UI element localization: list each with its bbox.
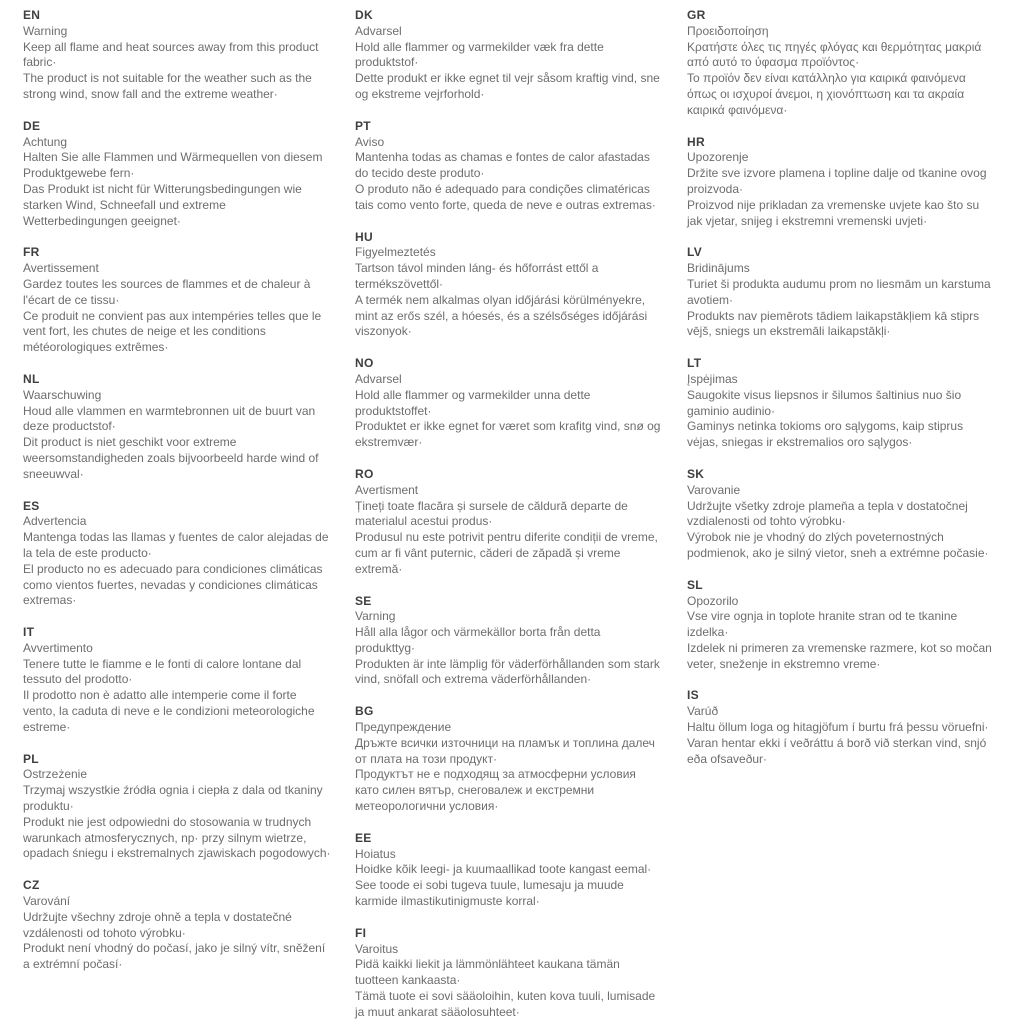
warning-title: Avvertimento (23, 640, 93, 655)
warning-text: Produkt není vhodný do počasí, jako je silný vítr, sněžení a extrémní počasí· (23, 941, 326, 972)
language-block-pl (23, 752, 331, 863)
warning-text: Tämä tuote ei sovi sääoloihin, kuten kova tuuli, lumisade ja muut ankarat sääolosuhteet· (355, 989, 656, 1019)
warning-text: Produkten är inte lämplig för väderförhållanden som stark vind, snöfall och extrema väderförhållanden· (355, 656, 660, 687)
language-code: SE (355, 593, 372, 608)
warning-title: Varúð (687, 704, 719, 719)
warning-text: Produkts nav piemērots tādiem laikapstākļiem kā stiprs vējš, sniegs un ekstremāli laikapstākļi· (687, 308, 980, 339)
language-code: NO (355, 356, 374, 371)
language-block-en (23, 8, 331, 103)
warning-title: Opozorilo (687, 593, 739, 608)
warning-text: Pidä kaikki liekit ja lämmönlähteet kaukana tämän tuotteen kankaasta· (355, 957, 620, 988)
warning-text: Halten Sie alle Flammen und Wärmequellen von diesem Produktgewebe fern· (23, 150, 323, 181)
language-block-ro (355, 467, 663, 578)
language-code: SL (687, 577, 703, 592)
warning-text: Držite sve izvore plamena i topline dalje od tkanine ovog proizvoda· (687, 166, 987, 196)
language-block-fi (355, 926, 663, 1021)
warning-text: Vse vire ognja in toplote hranite stran od te tkanine izdelka· (687, 609, 958, 640)
warning-text: Tenere tutte le fiamme e le fonti di calore lontane dal tessuto del prodotto· (23, 656, 302, 687)
language-block-sl (687, 578, 995, 673)
warning-title: Varovanie (687, 482, 741, 497)
warning-text: Il prodotto non è adatto alle intemperie come il forte vento, la caduta di neve e le condizioni meteorologiche estreme· (23, 688, 315, 734)
language-code: LV (687, 245, 703, 260)
language-block-nl (23, 372, 331, 483)
language-code: CZ (23, 878, 40, 893)
language-code: ES (23, 498, 40, 513)
language-code: IS (687, 688, 699, 703)
warning-text: Tartson távol minden láng- és hőforrást ettől a termékszövettől· (355, 261, 599, 291)
language-block-lt (687, 356, 995, 451)
text-column-1 (23, 8, 331, 1014)
language-block-gr (687, 8, 995, 119)
language-code: SK (687, 466, 705, 481)
warning-text: Продуктът не е подходящ за атмосферни условия като силен вятър, снеговалеж и екстремни метеорологични условия· (355, 767, 636, 814)
warning-text: O produto não é adequado para condições climatéricas tais como vento forte, queda de neve e outras extremas· (355, 181, 656, 212)
warning-title: Bridinājums (687, 261, 750, 276)
warning-text: Trzymaj wszystkie źródła ognia i ciepła z dala od tkaniny produktu· (23, 783, 323, 814)
warning-text: Proizvod nije prikladan za vremenske uvjete kao što su jak vjetar, snijeg i ekstremni vremenski uvjeti· (687, 197, 980, 228)
warning-title: Figyelmeztetés (355, 245, 436, 260)
warning-text: Udržujte všechny zdroje ohně a tepla v dostatečné vzdálenosti od tohoto výrobku· (23, 909, 292, 940)
warning-text: Țineți toate flacăra și sursele de căldură departe de materialul acestui produs· (355, 498, 628, 529)
language-code: DE (23, 118, 41, 133)
warning-title: Hoiatus (355, 846, 396, 861)
language-code: BG (355, 704, 374, 719)
language-code: GR (687, 8, 706, 22)
language-block-pt (355, 119, 663, 214)
language-code: HU (355, 229, 373, 244)
language-code: PL (23, 751, 39, 766)
warning-text: Κρατήστε όλες τις πηγές φλόγας και θερμότητας μακριά από αυτό το ύφασμα προϊόντος· (687, 39, 982, 70)
warning-text: Varan hentar ekki í veðráttu á borð við sterkan vind, snjó eða ofsaveður· (687, 735, 987, 766)
language-block-is (687, 688, 995, 767)
warning-title: Avertissement (23, 261, 99, 276)
language-code: PT (355, 118, 371, 133)
language-block-es (23, 499, 331, 610)
language-code: LT (687, 356, 702, 371)
language-code: HR (687, 134, 705, 149)
warning-title: Varoitus (355, 941, 399, 956)
warning-title: Aviso (355, 134, 385, 149)
language-block-hr (687, 135, 995, 230)
warning-text: Dette produkt er ikke egnet til vejr såsom kraftig vind, sne og ekstreme vejrforhold· (355, 71, 660, 101)
language-block-sk (687, 467, 995, 562)
text-column-2 (355, 8, 663, 1019)
language-code: EE (355, 830, 372, 845)
warning-title: Προειδοποίηση (687, 23, 769, 38)
language-block-bg (355, 704, 663, 815)
warning-text: Дръжте всички източници на пламък и топлина далеч от плата на този продукт· (355, 735, 655, 766)
warning-text: Izdelek ni primeren za vremenske razmere, kot so močan veter, sneženje in ekstremno vreme· (687, 640, 992, 671)
language-block-fr (23, 245, 331, 356)
language-block-lv (687, 245, 995, 340)
warning-text: Produkt nie jest odpowiedni do stosowania w trudnych warunkach atmosferycznych, np· przy silnym wietrze, opadach śniegu i ekstremalnych zjawiskach pogodowych· (23, 814, 331, 861)
text-column-3 (687, 8, 995, 1014)
warning-text: Mantenga todas las llamas y fuentes de calor alejadas de la tela de este producto· (23, 530, 329, 560)
warning-text: Dit product is niet geschikt voor extreme weersomstandigheden zoals bijvoorbeeld harde wind of sneeuwval· (23, 435, 319, 481)
warning-text: Ce produit ne convient pas aux intempéries telles que le vent fort, les chutes de neige et les conditions météorologiques extrêmes· (23, 308, 322, 355)
warning-text: Håll alla lågor och värmekällor borta från detta produkttyg· (355, 625, 601, 655)
language-code: NL (23, 371, 40, 386)
warning-title: Advertencia (23, 514, 87, 529)
warning-title: Advarsel (355, 23, 402, 38)
language-block-de (23, 119, 331, 230)
language-code: IT (23, 625, 35, 640)
language-block-se (355, 594, 663, 689)
warning-text: Produktet er ikke egnet for været som krafitg vind, snø og ekstremvær· (355, 419, 661, 450)
warning-title: Waarschuwing (23, 387, 102, 402)
warning-text: Hoidke kõik leegi- ja kuumaallikad toote kangast eemal· (355, 862, 652, 877)
warning-text: A termék nem alkalmas olyan időjárási körülményekre, mint az erős szél, a hóesés, és a szélsőséges időjárási viszonyok· (355, 292, 648, 339)
warning-text: Haltu öllum loga og hitagjöfum í burtu frá þessu vöruefni· (687, 720, 989, 735)
warning-title: Avertisment (355, 482, 419, 497)
warning-title: Achtung (23, 134, 68, 149)
warning-text: The product is not suitable for the weather such as the strong wind, snow fall and the extreme weather· (23, 71, 312, 101)
warning-title: Ostrzeżenie (23, 767, 88, 782)
warning-text: Mantenha todas as chamas e fontes de calor afastadas do tecido deste produto· (355, 150, 650, 181)
warning-text: Hold alle flammer og varmekilder væk fra dette produktstof· (355, 39, 604, 70)
warning-title: Advarsel (355, 371, 402, 386)
warning-text: Gaminys netinka tokioms oro sąlygoms, kaip stiprus vėjas, sniegas ir ekstremalios oro sąlygos· (687, 419, 964, 450)
language-code: RO (355, 466, 374, 481)
warning-title: Предупреждение (355, 720, 452, 735)
language-block-hu (355, 230, 663, 341)
language-code: FR (23, 245, 40, 260)
warning-text: Keep all flame and heat sources away from this product fabric· (23, 39, 319, 70)
language-block-ee (355, 831, 663, 910)
warning-text: Hold alle flammer og varmekilder unna dette produktstoffet· (355, 387, 591, 418)
language-code: EN (23, 8, 41, 22)
warning-text: See toode ei sobi tugeva tuule, lumesaju ja muude karmide ilmastikutinigmuste korral· (355, 878, 624, 909)
warning-title: Upozorenje (687, 150, 749, 165)
warning-text: Saugokite visus liepsnos ir šilumos šaltinius nuo šio gaminio audinio· (687, 387, 962, 418)
language-block-cz (23, 878, 331, 973)
warning-text: Udržujte všetky zdroje plameňa a tepla v dostatočnej vzdialenosti od tohto výrobku· (687, 498, 968, 529)
warning-text: Výrobok nie je vhodný do zlých poveternostných podmienok, ako je silný vietor, sneh a extrémne počasie· (687, 530, 989, 560)
warning-text: Houd alle vlammen en warmtebronnen uit de buurt van deze productstof· (23, 403, 316, 434)
language-block-dk (355, 8, 663, 103)
warning-text: Gardez toutes les sources de flammes et de chaleur à l'écart de ce tissu· (23, 276, 311, 307)
warning-text: Turiet ši produkta audumu prom no liesmām un karstuma avotiem· (687, 276, 991, 307)
language-block-no (355, 356, 663, 451)
warning-title: Varování (23, 894, 71, 909)
language-code: FI (355, 925, 367, 940)
warning-title: Įspėjimas (687, 371, 738, 386)
warning-text: Το προϊόν δεν είναι κατάλληλο για καιρικά φαινόμενα όπως οι ισχυροί άνεμοι, η χιονόπτωση και τα ακραία καιρικά φαινόμενα· (687, 71, 966, 117)
warning-text: Das Produkt ist nicht für Witterungsbedingungen wie starken Wind, Schneefall und extreme Wetterbedingungen geeignet· (23, 181, 302, 228)
warning-text: Produsul nu este potrivit pentru diferite condiții de vreme, cum ar fi vânt puternic, căderi de zăpadă și vreme extremă· (355, 530, 658, 576)
warning-text: El producto no es adecuado para condiciones climáticas como vientos fuertes, nevadas y condiciones climáticas extremas· (23, 561, 323, 608)
language-block-it (23, 625, 331, 736)
warning-title: Varning (355, 609, 396, 624)
language-code: DK (355, 8, 373, 22)
warning-title: Warning (23, 23, 68, 38)
